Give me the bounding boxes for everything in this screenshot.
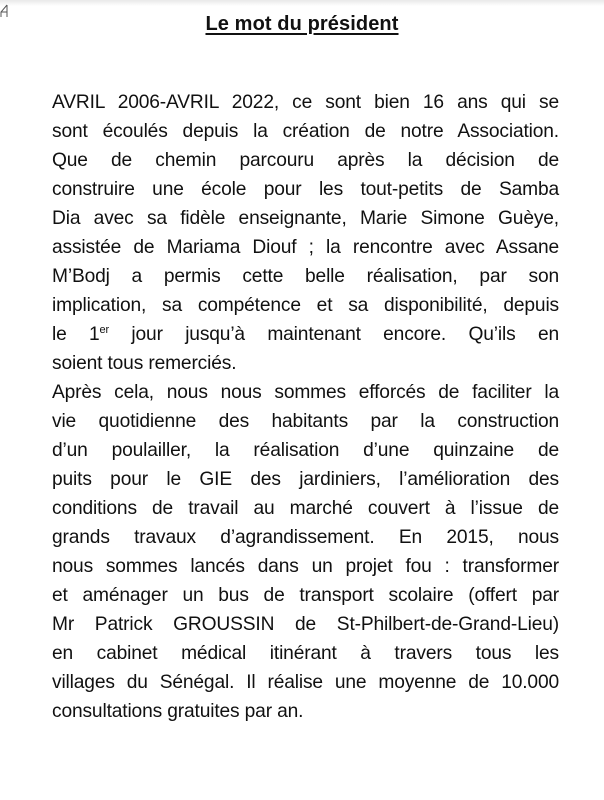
text-line: nous sommes lancés dans un projet fou : transformer: [52, 556, 559, 577]
text-line: assistée de Mariama Diouf ; la rencontre avec Assane: [52, 237, 559, 258]
text-line: consultations gratuites par an.: [52, 701, 304, 722]
text-fragment: jour jusqu’à maintenant encore. Qu’ils en: [109, 324, 559, 345]
text-line: Après cela, nous nous sommes efforcés de faciliter la: [52, 382, 559, 403]
text-line: vie quotidienne des habitants par la construction: [52, 411, 559, 432]
ordinal-superscript: er: [99, 324, 110, 336]
text-line: villages du Sénégal. Il réalise une moyenne de 10.000: [52, 672, 559, 693]
text-line: Que de chemin parcouru après la décision de: [52, 150, 559, 171]
text-line: sont écoulés depuis la création de notre Association.: [52, 121, 559, 142]
page-title: Le mot du président: [205, 13, 399, 35]
text-line: construire une école pour les tout-petits de Samba: [52, 179, 559, 200]
text-fragment: le 1: [52, 324, 100, 345]
text-line: implication, sa compétence et sa disponibilité, depuis: [52, 295, 559, 316]
text-line: en cabinet médical itinérant à travers tous les: [52, 643, 559, 664]
text-line-with-superscript: [52, 320, 559, 349]
text-line: Dia avec sa fidèle enseignante, Marie Simone Guèye,: [52, 208, 559, 229]
text-line: soient tous remerciés.: [52, 353, 237, 374]
text-line: d’un poulailler, la réalisation d’une quinzaine de: [52, 440, 559, 461]
document-body: [52, 88, 559, 726]
scan-top-edge: [0, 0, 604, 6]
text-line: grands travaux d’agrandissement. En 2015, nous: [52, 527, 559, 548]
text-line: M’Bodj a permis cette belle réalisation, par son: [52, 266, 559, 287]
text-line: puits pour le GIE des jardiniers, l’amélioration des: [52, 469, 559, 490]
text-line: et aménager un bus de transport scolaire (offert par: [52, 585, 559, 606]
text-line: conditions de travail au marché couvert à l’issue de: [52, 498, 559, 519]
text-line: Mr Patrick GROUSSIN de St-Philbert-de-Grand-Lieu): [52, 614, 559, 635]
paragraph-2: [52, 378, 559, 726]
paragraph-1: [52, 88, 559, 378]
text-line: AVRIL 2006-AVRIL 2022, ce sont bien 16 ans qui se: [52, 92, 559, 113]
